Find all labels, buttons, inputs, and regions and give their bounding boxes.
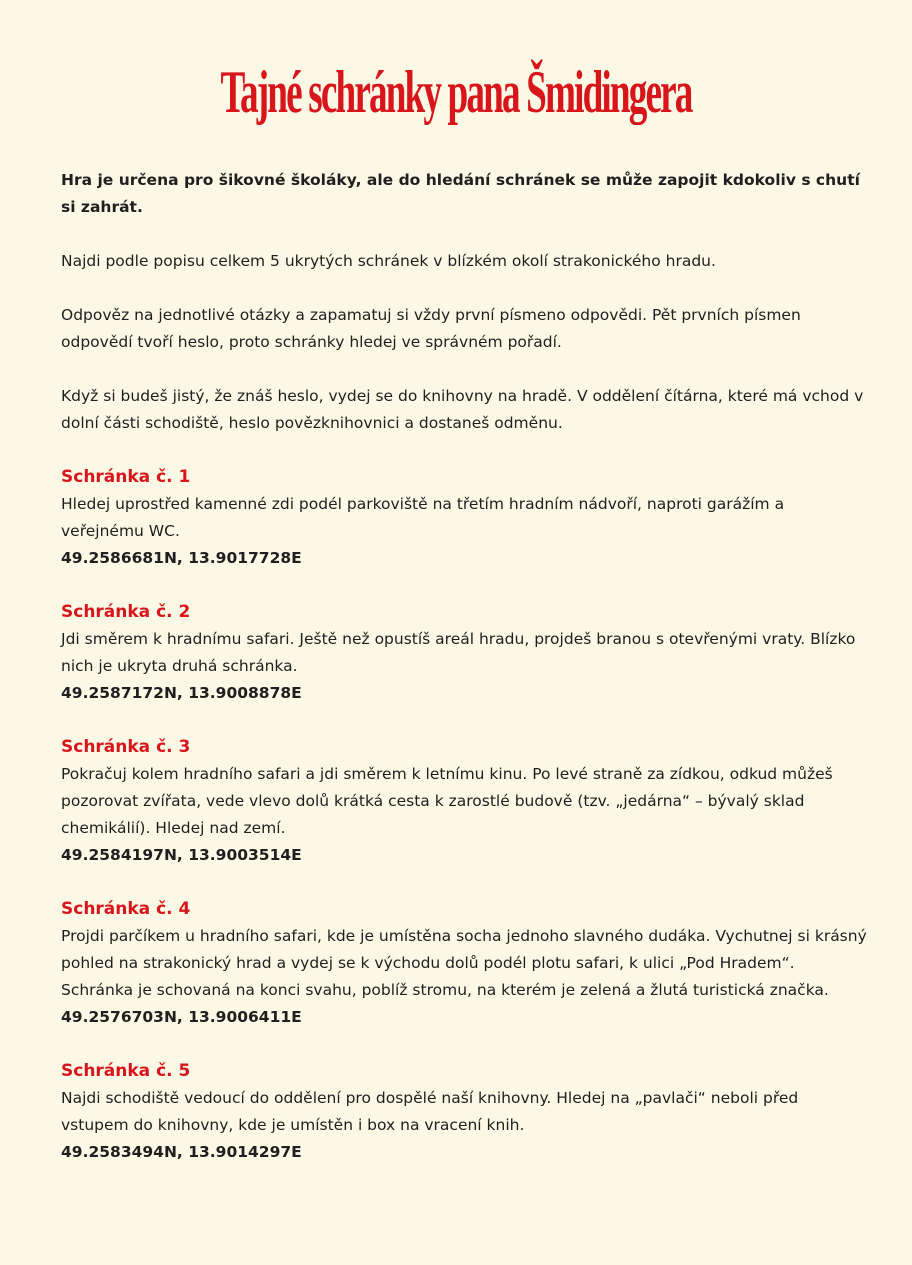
page-title: Tajné schránky pana Šmidingera	[220, 59, 692, 125]
intro-paragraph-3: Odpověz na jednotlivé otázky a zapamatuj si vždy první písmeno odpovědi. Pět prvních písmen odpovědí tvoří heslo, proto schránky hledej ve správném pořadí.	[61, 306, 801, 351]
box-coordinates: 49.2576703N, 13.9006411E	[61, 1008, 302, 1026]
box-description: Projdi parčíkem u hradního safari, kde je umístěna socha jednoho slavného dudáka. Vychutnej si krásný pohled na strakonický hrad a vydej se k východu dolů podél plotu safari, k ulici „Pod Hradem“. Schránka je schovaná na konci svahu, poblíž stromu, na kterém je zelená a žlutá turistická značka.	[61, 927, 867, 999]
box-heading: Schránka č. 4	[61, 899, 191, 919]
intro-paragraph-4: Když si budeš jistý, že znáš heslo, vydej se do knihovny na hradě. V oddělení čítárna, které má vchod v dolní části schodiště, heslo povězknihovnici a dostaneš odměnu.	[61, 387, 864, 432]
box-coordinates: 49.2584197N, 13.9003514E	[61, 846, 302, 864]
box-section-2	[61, 599, 869, 707]
box-description: Pokračuj kolem hradního safari a jdi směrem k letnímu kinu. Po levé straně za zídkou, odkud můžeš pozorovat zvířata, vede vlevo dolů krátká cesta k zarostlé budově (tzv. „jedárna“ – bývalý sklad chemikálií). Hledej nad zemí.	[61, 765, 833, 837]
box-coordinates: 49.2587172N, 13.9008878E	[61, 684, 302, 702]
box-heading: Schránka č. 2	[61, 602, 191, 622]
box-heading: Schránka č. 3	[61, 737, 191, 757]
box-section-3	[61, 734, 869, 869]
box-heading: Schránka č. 1	[61, 467, 191, 487]
box-section-5	[61, 1058, 869, 1166]
box-description: Najdi schodiště vedoucí do oddělení pro dospělé naší knihovny. Hledej na „pavlači“ neboli před vstupem do knihovny, kde je umístěn i box na vracení knih.	[61, 1089, 799, 1134]
document-body	[61, 167, 869, 1193]
box-section-1	[61, 464, 869, 572]
intro-paragraph-2: Najdi podle popisu celkem 5 ukrytých schránek v blízkém okolí strakonického hradu.	[61, 252, 716, 270]
intro-paragraph-1: Hra je určena pro šikovné školáky, ale do hledání schránek se může zapojit kdokoliv s chutí si zahrát.	[61, 171, 860, 216]
box-section-4	[61, 896, 869, 1031]
box-heading: Schránka č. 5	[61, 1061, 191, 1081]
box-description: Jdi směrem k hradnímu safari. Ještě než opustíš areál hradu, projdeš branou s otevřenými vraty. Blízko nich je ukryta druhá schránka.	[61, 630, 856, 675]
box-coordinates: 49.2583494N, 13.9014297E	[61, 1143, 302, 1161]
box-coordinates: 49.2586681N, 13.9017728E	[61, 549, 302, 567]
box-description: Hledej uprostřed kamenné zdi podél parkoviště na třetím hradním nádvoří, naproti garážím a veřejnému WC.	[61, 495, 785, 540]
